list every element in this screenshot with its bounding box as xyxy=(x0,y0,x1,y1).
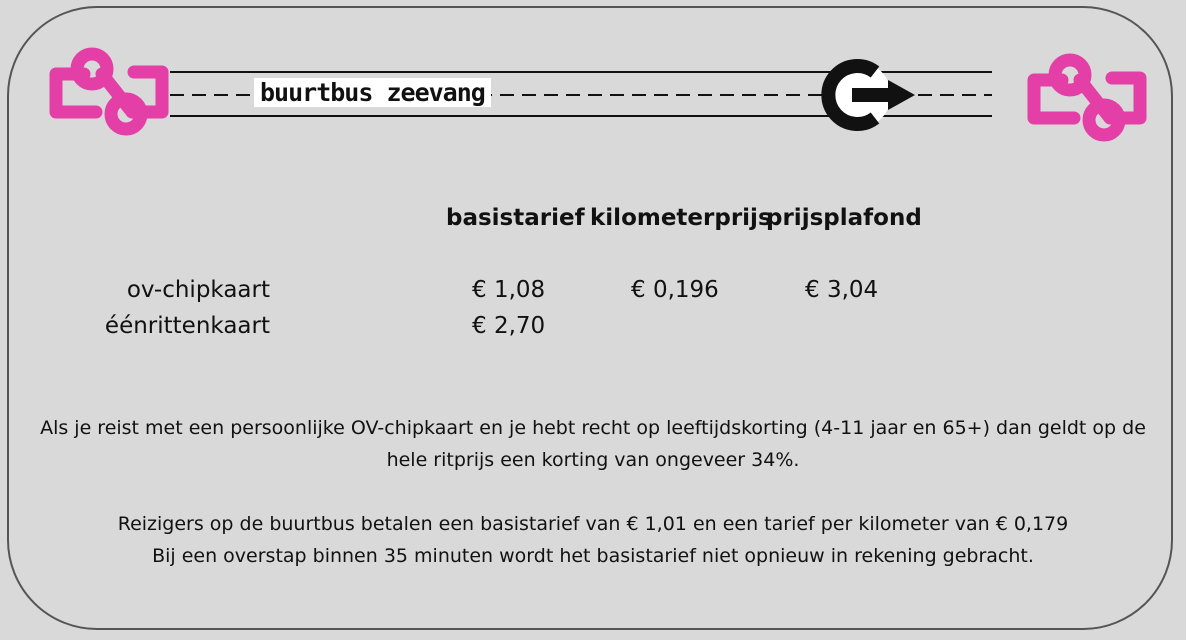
discount-note-line-1: Als je reist met een persoonlijke OV-chipkaart en je hebt recht op leeftijdskorting (4-11 jaar en 65+) dan geldt op de xyxy=(40,417,1146,439)
cell-ov-basistarief: € 1,08 xyxy=(472,277,546,303)
brand-name: buurtbus zeevang xyxy=(254,78,491,107)
buurtbus-link-icon xyxy=(44,42,170,138)
row-label-ov-chipkaart: ov-chipkaart xyxy=(126,277,270,303)
cell-ov-kilometerprijs: € 0,196 xyxy=(631,277,719,303)
buurtbus-note xyxy=(14,508,1172,572)
header-basistarief: basistarief xyxy=(446,205,585,231)
buurtbus-note-line-2: Bij een overstap binnen 35 minuten wordt het basistarief niet opnieuw in rekening gebracht. xyxy=(152,545,1034,567)
buurtbus-note-line-1: Reizigers op de buurtbus betalen een basistarief van € 1,01 en een tarief per kilometer van € 0,179 xyxy=(117,513,1069,535)
header-kilometerprijs: kilometerprijs xyxy=(590,205,772,231)
discount-note xyxy=(14,412,1172,476)
cell-eenritten-basistarief: € 2,70 xyxy=(472,313,546,339)
row-label-eenrittenkaart: éénrittenkaart xyxy=(104,313,270,339)
discount-note-line-2: hele ritprijs een korting van ongeveer 34%. xyxy=(386,449,800,471)
header-prijsplafond: prijsplafond xyxy=(766,205,922,231)
buurtbus-link-icon xyxy=(1022,48,1148,144)
cell-ov-prijsplafond: € 3,04 xyxy=(805,277,879,303)
